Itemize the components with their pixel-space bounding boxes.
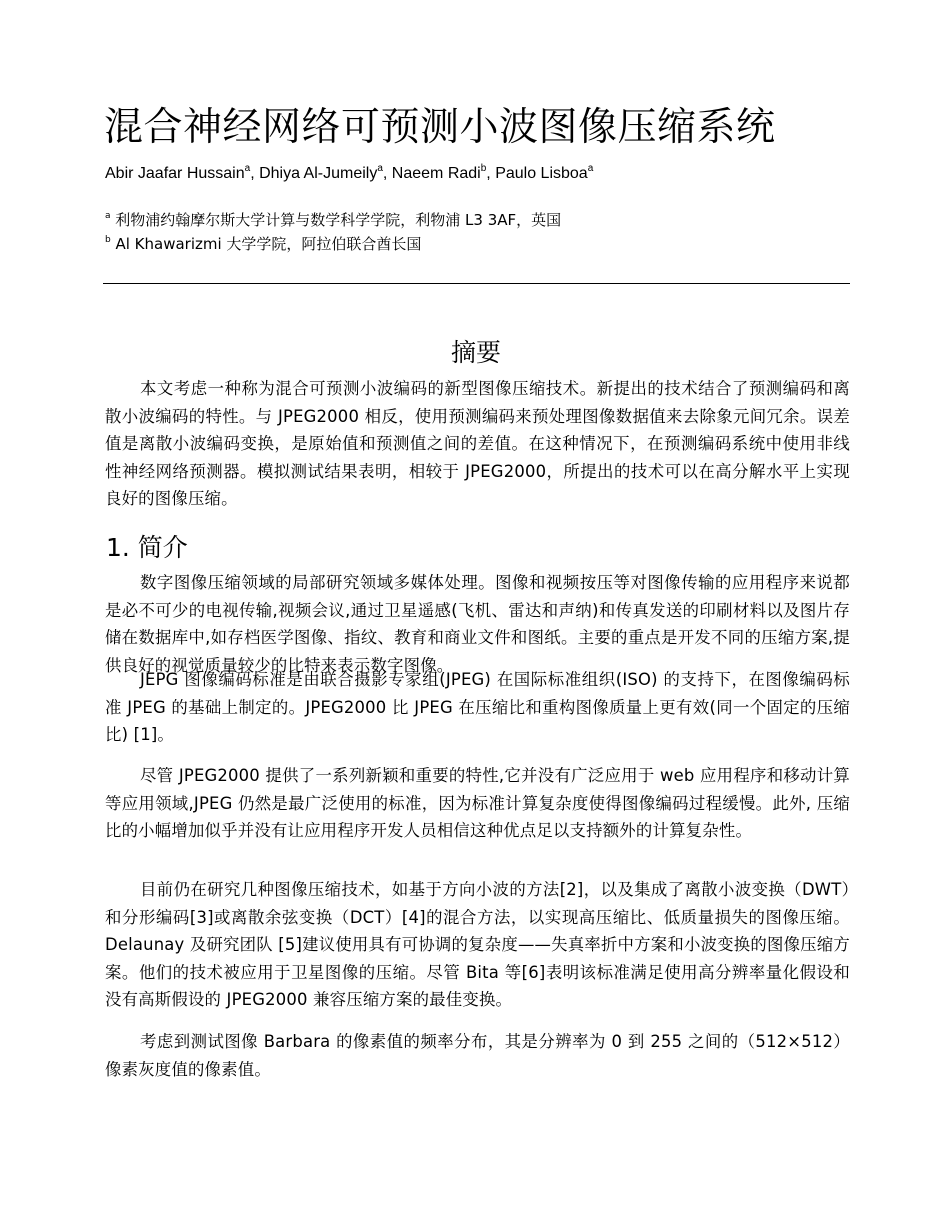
- paper-title: 混合神经网络可预测小波图像压缩系统: [104, 105, 776, 150]
- affiliation-text: 利物浦约翰摩尔斯大学计算与数学科学学院，利物浦 L3 3AF，英国: [110, 211, 562, 229]
- author-name: Abir Jaafar Hussain: [105, 165, 245, 182]
- body-paragraph: 尽管 JPEG2000 提供了一系列新颖和重要的特性,它并没有广泛应用于 web 应用程序和移动计算等应用领域,JPEG 仍然是最广泛使用的标准，因为标准计算复杂度使得图像编码过程缓慢。此外, 压缩比的小幅增加似乎并没有让应用程序开发人员相信这种优点足以支持额外的计算复杂性。: [105, 766, 850, 841]
- affiliation-mark: a: [587, 163, 594, 174]
- abstract-heading: 摘要: [450, 338, 501, 367]
- author-separator: ,: [486, 165, 496, 182]
- author-separator: ,: [250, 165, 260, 182]
- body-paragraph: JEPG 图像编码标准是由联合摄影专家组(JPEG) 在国际标准组织(ISO) 的支持下，在图像编码标准 JPEG 的基础上制定的。JPEG2000 比 JPEG 在压缩比和重构图像质量上更有效(同一个固定的压缩比) [1]。: [105, 670, 850, 745]
- abstract-text: 本文考虑一种称为混合可预测小波编码的新型图像压缩技术。新提出的技术结合了预测编码和离散小波编码的特性。与 JPEG2000 相反，使用预测编码来预处理图像数据值来去除象元间冗余。误差值是离散小波编码变换，是原始值和预测值之间的差值。在这种情况下，在预测编码系统中使用非线性神经网络预测器。模拟测试结果表明，相较于 JPEG2000，所提出的技术可以在高分解水平上实现良好的图像压缩。: [105, 379, 850, 509]
- body-paragraph: 目前仍在研究几种图像压缩技术，如基于方向小波的方法[2]，以及集成了离散小波变换（DWT）和分形编码[3]或离散余弦变换（DCT）[4]的混合方法，以实现高压缩比、低质量损失的图像压缩。Delaunay 及研究团队 [5]建议使用具有可协调的复杂度——失真率折中方案和小波变换的图像压缩方案。他们的技术被应用于卫星图像的压缩。尽管 Bita 等[6]表明该标准满足使用高分辨率量化假设和没有高斯假设的 JPEG2000 兼容压缩方案的最佳变换。: [105, 880, 850, 1010]
- author-name: Naeem Radi: [391, 165, 481, 182]
- body-paragraph: 数字图像压缩领域的局部研究领域多媒体处理。图像和视频按压等对图像传输的应用程序来说都是必不可少的电视传输,视频会议,通过卫星遥感(飞机、雷达和声纳)和传真发送的印刷材料以及图片存储在数据库中,如存档医学图像、指纹、教育和商业文件和图纸。主要的重点是开发不同的压缩方案,提供良好的视觉质量较少的比特来表示数字图像。: [105, 573, 850, 675]
- affiliation-mark: a: [105, 211, 111, 221]
- affiliation-text: Al Khawarizmi 大学学院，阿拉伯联合酋长国: [110, 235, 422, 253]
- affiliation-mark: a: [244, 163, 251, 174]
- author-list: [105, 163, 865, 185]
- affiliation-mark: a: [377, 163, 383, 174]
- body-paragraph: 考虑到测试图像 Barbara 的像素值的频率分布，其是分辨率为 0 到 255 之间的（512×512）像素灰度值的像素值。: [105, 1032, 850, 1079]
- header-divider: [103, 283, 850, 284]
- section-heading-introduction: 1. 简介: [106, 533, 188, 562]
- affiliation-mark: b: [105, 235, 111, 245]
- affiliation-a: [105, 209, 865, 231]
- author-separator: ,: [382, 165, 392, 182]
- affiliation-b: [105, 233, 865, 255]
- author-name: Dhiya Al-Jumeily: [259, 165, 378, 182]
- author-name: Paulo Lisboa: [495, 165, 588, 182]
- affiliation-mark: b: [480, 163, 487, 174]
